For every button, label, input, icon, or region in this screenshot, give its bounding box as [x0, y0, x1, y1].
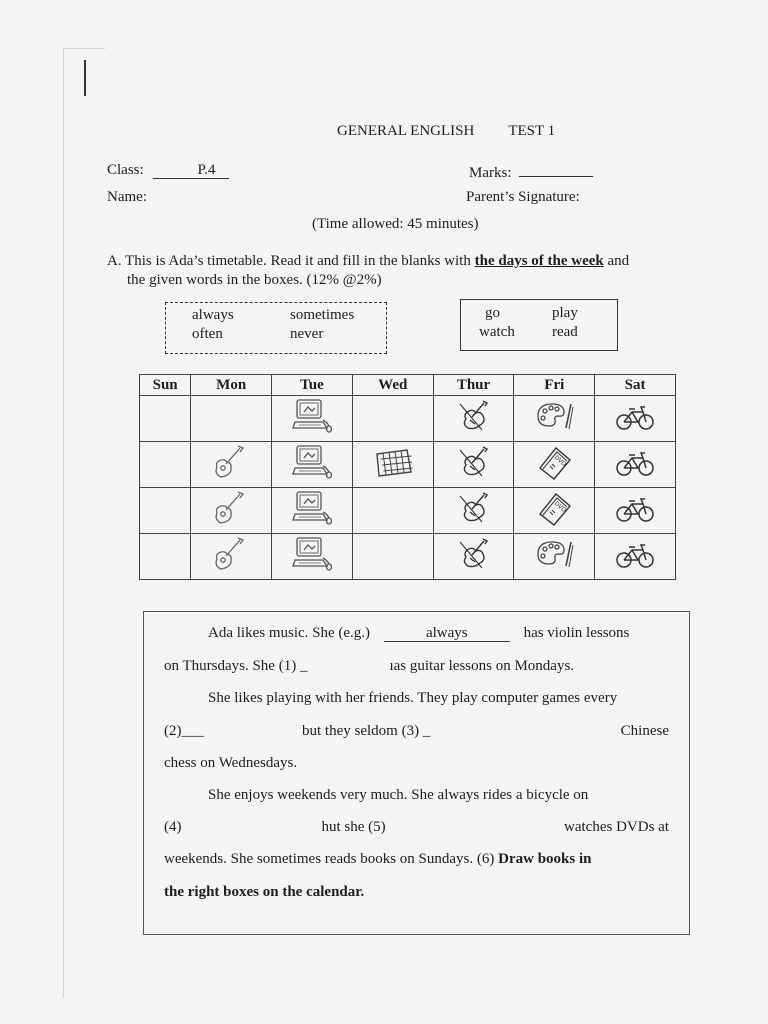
timetable-cell-sat: [595, 442, 676, 488]
blank-example[interactable]: [384, 625, 510, 642]
blank-2[interactable]: (2)___: [164, 723, 204, 739]
timetable-row: [140, 396, 676, 442]
timetable-cell-sun[interactable]: [140, 396, 191, 442]
header-sat: Sat: [595, 375, 676, 396]
word-often: often: [192, 326, 223, 342]
instr-bold: the days of the week: [474, 253, 604, 269]
timetable-body: [140, 396, 676, 580]
word-sometimes: sometimes: [290, 307, 355, 323]
guitar-icon: [211, 559, 251, 576]
word-read: read: [552, 324, 578, 340]
guitar-icon: [211, 467, 251, 484]
timetable-cell-fri: [514, 534, 595, 580]
header-tue: Tue: [272, 375, 353, 396]
marks-row: [469, 162, 593, 182]
chess-icon: [373, 467, 413, 484]
computer-icon: [292, 559, 332, 576]
passage-line-1: [208, 625, 629, 642]
timetable-cell-sun[interactable]: [140, 534, 191, 580]
computer-icon: [292, 421, 332, 438]
passage-text: watches DVDs at: [564, 819, 669, 835]
scan-edge: [63, 48, 64, 998]
bicycle-icon: [615, 559, 655, 576]
passage-line-3: She likes playing with her friends. They play computer games every: [208, 690, 618, 706]
timetable-cell-thur: [433, 488, 514, 534]
timetable-cell-fri: [514, 396, 595, 442]
blank-3[interactable]: but they seldom (3) _: [302, 723, 431, 739]
passage-line-5: chess on Wednesdays.: [164, 755, 298, 771]
timetable-cell-thur: [433, 396, 514, 442]
timetable-cell-sat: [595, 534, 676, 580]
violin-icon: [454, 421, 494, 438]
timetable-cell-thur: [433, 534, 514, 580]
header-sun: Sun: [140, 375, 191, 396]
instr-line2: the given words in the boxes. (12% @2%): [127, 272, 382, 288]
passage-line-2: [164, 658, 574, 675]
adverb-word-box: [165, 302, 387, 354]
timetable-cell-fri: [514, 442, 595, 488]
time-allowed: (Time allowed: 45 minutes): [312, 216, 479, 232]
word-play: play: [552, 305, 578, 321]
timetable-row: [140, 534, 676, 580]
blank-5[interactable]: hut she (5): [321, 819, 386, 835]
palette-icon: [534, 421, 574, 438]
class-value: P.4: [197, 162, 216, 178]
passage-line-9: the right boxes on the calendar.: [164, 884, 365, 900]
timetable-cell-wed[interactable]: [352, 396, 433, 442]
blank-4[interactable]: (4): [164, 819, 182, 835]
timetable-cell-sun[interactable]: [140, 442, 191, 488]
instr-part2: and: [603, 253, 630, 269]
timetable-row: [140, 488, 676, 534]
timetable-row: [140, 442, 676, 488]
passage-box: [143, 611, 690, 935]
subject-title: GENERAL ENGLISH: [337, 123, 475, 139]
passage-text: weekends. She sometimes reads books on Sundays. (6): [164, 851, 499, 867]
timetable-cell-sun[interactable]: [140, 488, 191, 534]
timetable-cell-mon: [191, 488, 272, 534]
svg-text:DVD: DVD: [553, 500, 568, 515]
timetable-cell-mon: [191, 534, 272, 580]
word-go: go: [485, 305, 500, 321]
section-a-instructions: [107, 252, 629, 290]
timetable-cell-wed[interactable]: [352, 488, 433, 534]
signature-label: Parent’s Signature:: [466, 189, 580, 205]
dvd-icon: [534, 454, 574, 484]
timetable-cell-tue: [272, 442, 353, 488]
test-number: TEST 1: [508, 123, 556, 139]
example-answer: always: [425, 625, 468, 641]
timetable-cell-tue: [272, 534, 353, 580]
passage-text: Ada likes music. She (e.g.): [208, 625, 371, 641]
bicycle-icon: [615, 467, 655, 484]
passage-text: has violin lessons: [523, 625, 630, 641]
class-label: Class:: [107, 162, 144, 178]
violin-icon: [454, 559, 494, 576]
dvd-icon: [534, 500, 574, 530]
timetable-cell-wed: [352, 442, 433, 488]
timetable-cell-tue: [272, 396, 353, 442]
timetable-cell-fri: [514, 488, 595, 534]
word-never: never: [290, 326, 324, 342]
timetable-header-row: [140, 375, 676, 396]
guitar-icon: [211, 513, 251, 530]
timetable-cell-wed[interactable]: [352, 534, 433, 580]
margin-mark: [84, 60, 86, 96]
computer-icon: [292, 467, 332, 484]
header-fri: Fri: [514, 375, 595, 396]
bicycle-icon: [615, 513, 655, 530]
passage-text: Chinese: [620, 723, 669, 739]
class-field[interactable]: [153, 162, 229, 179]
instr-part1: A. This is Ada’s timetable. Read it and fill in the blanks with: [107, 253, 475, 269]
computer-icon: [292, 513, 332, 530]
marks-field[interactable]: [519, 162, 593, 177]
word-watch: watch: [479, 324, 515, 340]
violin-icon: [454, 467, 494, 484]
verb-word-box: [460, 299, 618, 351]
task-6-instruction: Draw books in: [498, 851, 592, 867]
header-wed: Wed: [352, 375, 433, 396]
timetable-cell-thur: [433, 442, 514, 488]
passage-text: ıas guitar lessons on Mondays.: [389, 658, 575, 674]
word-always: always: [192, 307, 234, 323]
class-row: [107, 162, 229, 179]
header-mon: Mon: [191, 375, 272, 396]
timetable: [139, 374, 676, 580]
timetable-cell-sat: [595, 488, 676, 534]
passage-line-4: [164, 723, 669, 740]
timetable-cell-mon[interactable]: [191, 396, 272, 442]
blank-1[interactable]: on Thursdays. She (1) _: [164, 658, 308, 674]
violin-icon: [454, 513, 494, 530]
palette-icon: [534, 559, 574, 576]
timetable-cell-mon: [191, 442, 272, 488]
timetable-cell-sat: [595, 396, 676, 442]
timetable-cell-tue: [272, 488, 353, 534]
scan-edge-top: [63, 48, 105, 49]
marks-label: Marks:: [469, 165, 512, 181]
header-thur: Thur: [433, 375, 514, 396]
svg-text:DVD: DVD: [553, 454, 568, 469]
passage-line-8: [164, 851, 591, 868]
passage-line-7: [164, 819, 669, 836]
bicycle-icon: [615, 421, 655, 438]
name-label: Name:: [107, 189, 147, 205]
passage-line-6: She enjoys weekends very much. She always rides a bicycle on: [208, 787, 589, 803]
page-title: [337, 123, 555, 140]
